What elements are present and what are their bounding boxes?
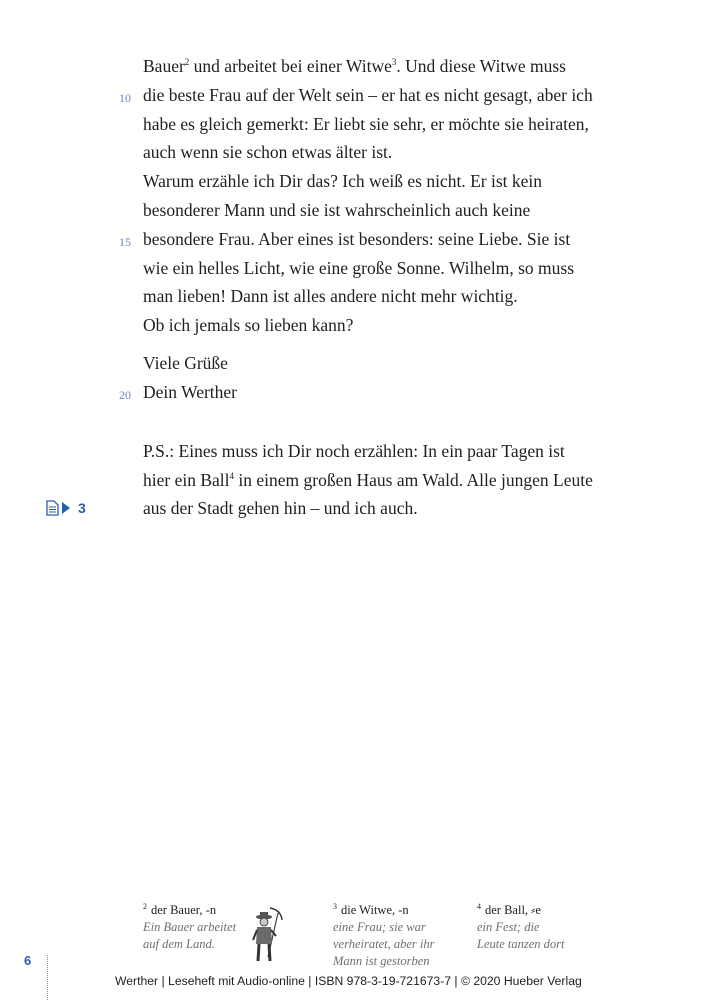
- line-number: 15: [119, 235, 131, 249]
- footnote-gloss: verheiratet, aber ihr: [333, 937, 435, 951]
- text-line: besondere Frau. Aber eines ist besonders: seine Liebe. Sie ist: [143, 229, 571, 249]
- text-line: Ob ich jemals so lieben kann?: [143, 315, 354, 335]
- postscript-line: aus der Stadt gehen hin – und ich auch.: [143, 498, 418, 518]
- footnote-gloss: Mann ist gestorben: [333, 954, 430, 968]
- text-line: habe es gleich gemerkt: Er liebt sie sehr, er möchte sie heiraten,: [143, 114, 589, 134]
- postscript-line: hier ein Ball$^4$ in einem großen Haus am Wald. Alle jungen Leute: [143, 470, 593, 490]
- footnote-gloss: ein Fest; die: [477, 920, 540, 934]
- footnote: $^2$ der Bauer, -n Ein Bauer arbeitet auf dem Land.: [143, 902, 237, 951]
- text-line: die beste Frau auf der Welt sein – er hat es nicht gesagt, aber ich: [143, 85, 593, 105]
- footnote-ref: 2: [184, 57, 190, 67]
- play-icon: [62, 502, 70, 514]
- text-line: auch wenn sie schon etwas älter ist.: [143, 142, 393, 162]
- footnote-ref: 3: [391, 57, 397, 67]
- footnote: $^4$ der Ball, ⸗e ein Fest; die Leute tanzen dort: [477, 902, 565, 951]
- text-line: wie ein helles Licht, wie eine große Sonne. Wilhelm, so muss: [143, 258, 575, 278]
- footnote-gloss: eine Frau; sie war: [333, 920, 426, 934]
- text-line: besonderer Mann und sie ist wahrscheinlich auch keine: [143, 200, 531, 220]
- signature: Dein Werther: [143, 382, 237, 402]
- text-line: Bauer$^2$ und arbeitet bei einer Witwe$^3$. Und diese Witwe muss: [143, 56, 566, 76]
- footnote-gloss: Ein Bauer arbeitet: [143, 920, 237, 934]
- footnote-term: der Bauer, -n: [151, 903, 217, 917]
- postscript-line: P.S.: Eines muss ich Dir noch erzählen: In ein paar Tagen ist: [143, 441, 565, 461]
- line-number: 10: [119, 91, 131, 105]
- footnote: $^3$ die Witwe, -n eine Frau; sie war verheiratet, aber ihr Mann ist gestorben: [333, 902, 435, 968]
- footnote-gloss: Leute tanzen dort: [477, 937, 565, 951]
- footnote-gloss: auf dem Land.: [143, 937, 215, 951]
- footer-citation: Werther | Leseheft mit Audio-online | ISBN 978-3-19-721673-7 | © 2020 Hueber Verlag: [115, 974, 582, 988]
- footnote-term: der Ball, ⸗e: [485, 903, 541, 917]
- text-line: Warum erzähle ich Dir das? Ich weiß es nicht. Er ist kein: [143, 171, 542, 191]
- page-number: 6: [24, 953, 32, 968]
- margin-divider: [47, 955, 48, 1000]
- document-icon: [46, 500, 59, 516]
- footnote-term: die Witwe, -n: [341, 903, 409, 917]
- audio-track-number: 3: [78, 500, 86, 516]
- text-line: man lieben! Dann ist alles andere nicht mehr wichtig.: [143, 286, 518, 306]
- audio-track-marker[interactable]: [46, 500, 86, 516]
- line-number: 20: [119, 388, 131, 402]
- greeting: Viele Grüße: [143, 353, 228, 373]
- farmer-illustration: [250, 905, 284, 965]
- footnote-ref: 4: [229, 471, 235, 481]
